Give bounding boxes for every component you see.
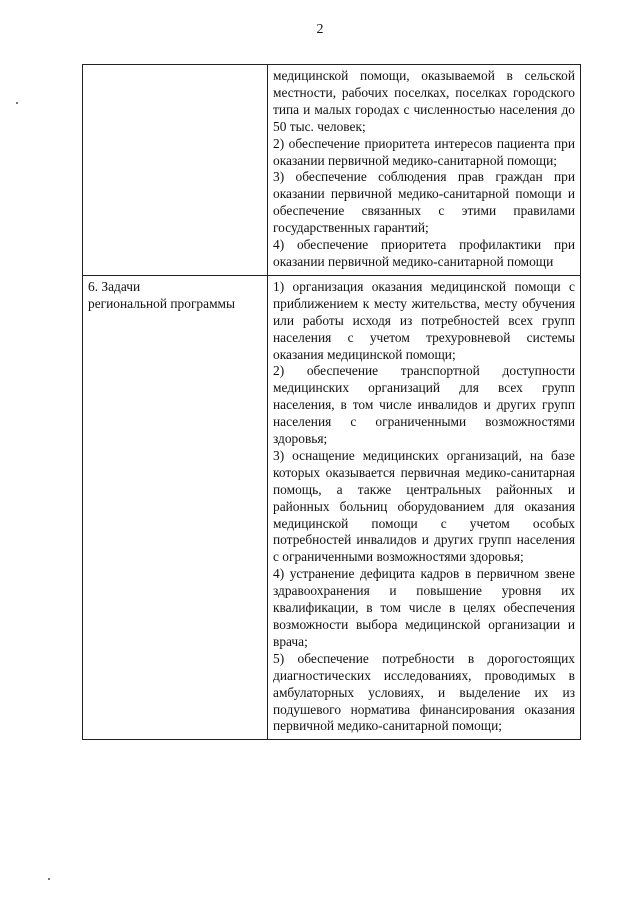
table-row: [83, 65, 581, 276]
page-number: 2: [316, 22, 324, 37]
row-text-cell: [268, 65, 581, 276]
paragraph: 2) обеспечение транспортной доступности медицинских организаций для всех групп населения, в том числе инвалидов и других групп населения с ограниченными возможностями здоровья;: [273, 363, 575, 447]
program-table: [82, 64, 581, 740]
table-row: [83, 275, 581, 739]
paragraph: 4) устранение дефицита кадров в первичном звене здравоохранения и повышение уровня их квалификации, в том числе в целях обеспечения возможности выбора медицинской организации и врача;: [273, 566, 575, 649]
paragraph: медицинской помощи, оказываемой в сельской местности, рабочих поселках, поселках городского типа и малых городах с численностью населения до 50 тыс. человек;: [273, 68, 575, 134]
paragraph: 3) обеспечение соблюдения прав граждан при оказании первичной медико-санитарной помощи и обеспечение связанных с этими правилами государственных гарантий;: [273, 169, 575, 236]
paragraph: 1) организация оказания медицинской помощи с приближением к месту жительства, месту обучения или работы исходя из потребностей всех групп населения с учетом трехуровневой системы оказания медицинской помощи;: [273, 278, 575, 362]
section-label: 6. Задачи: [88, 278, 141, 294]
paragraph: 2) обеспечение приоритета интересов пациента при оказании первичной медико-санитарной помощи;: [273, 135, 575, 168]
scan-speck: [16, 102, 18, 104]
section-label: региональной программы: [88, 295, 236, 311]
row-text-cell: [268, 275, 581, 739]
paragraph: 4) обеспечение приоритета профилактики при оказании первичной медико-санитарной помощи: [273, 237, 575, 269]
row-label-cell: [83, 275, 268, 739]
scan-speck: [48, 878, 50, 880]
paragraph: 3) оснащение медицинских организаций, на базе которых оказывается первичная медико-санитарная помощь, а также центральных районных и районных больниц оборудованием для оказания медицинской помощи с учетом особых потребностей инвалидов и других групп населения с ограниченными возможностями здоровья;: [273, 447, 575, 565]
row-label-cell: [83, 65, 268, 276]
paragraph: 5) обеспечение потребности в дорогостоящих диагностических исследованиях, проводимых в амбулаторных условиях, и выделение их из подушевого норматива финансирования оказания первичной медико-санитарной помощи;: [273, 650, 575, 734]
